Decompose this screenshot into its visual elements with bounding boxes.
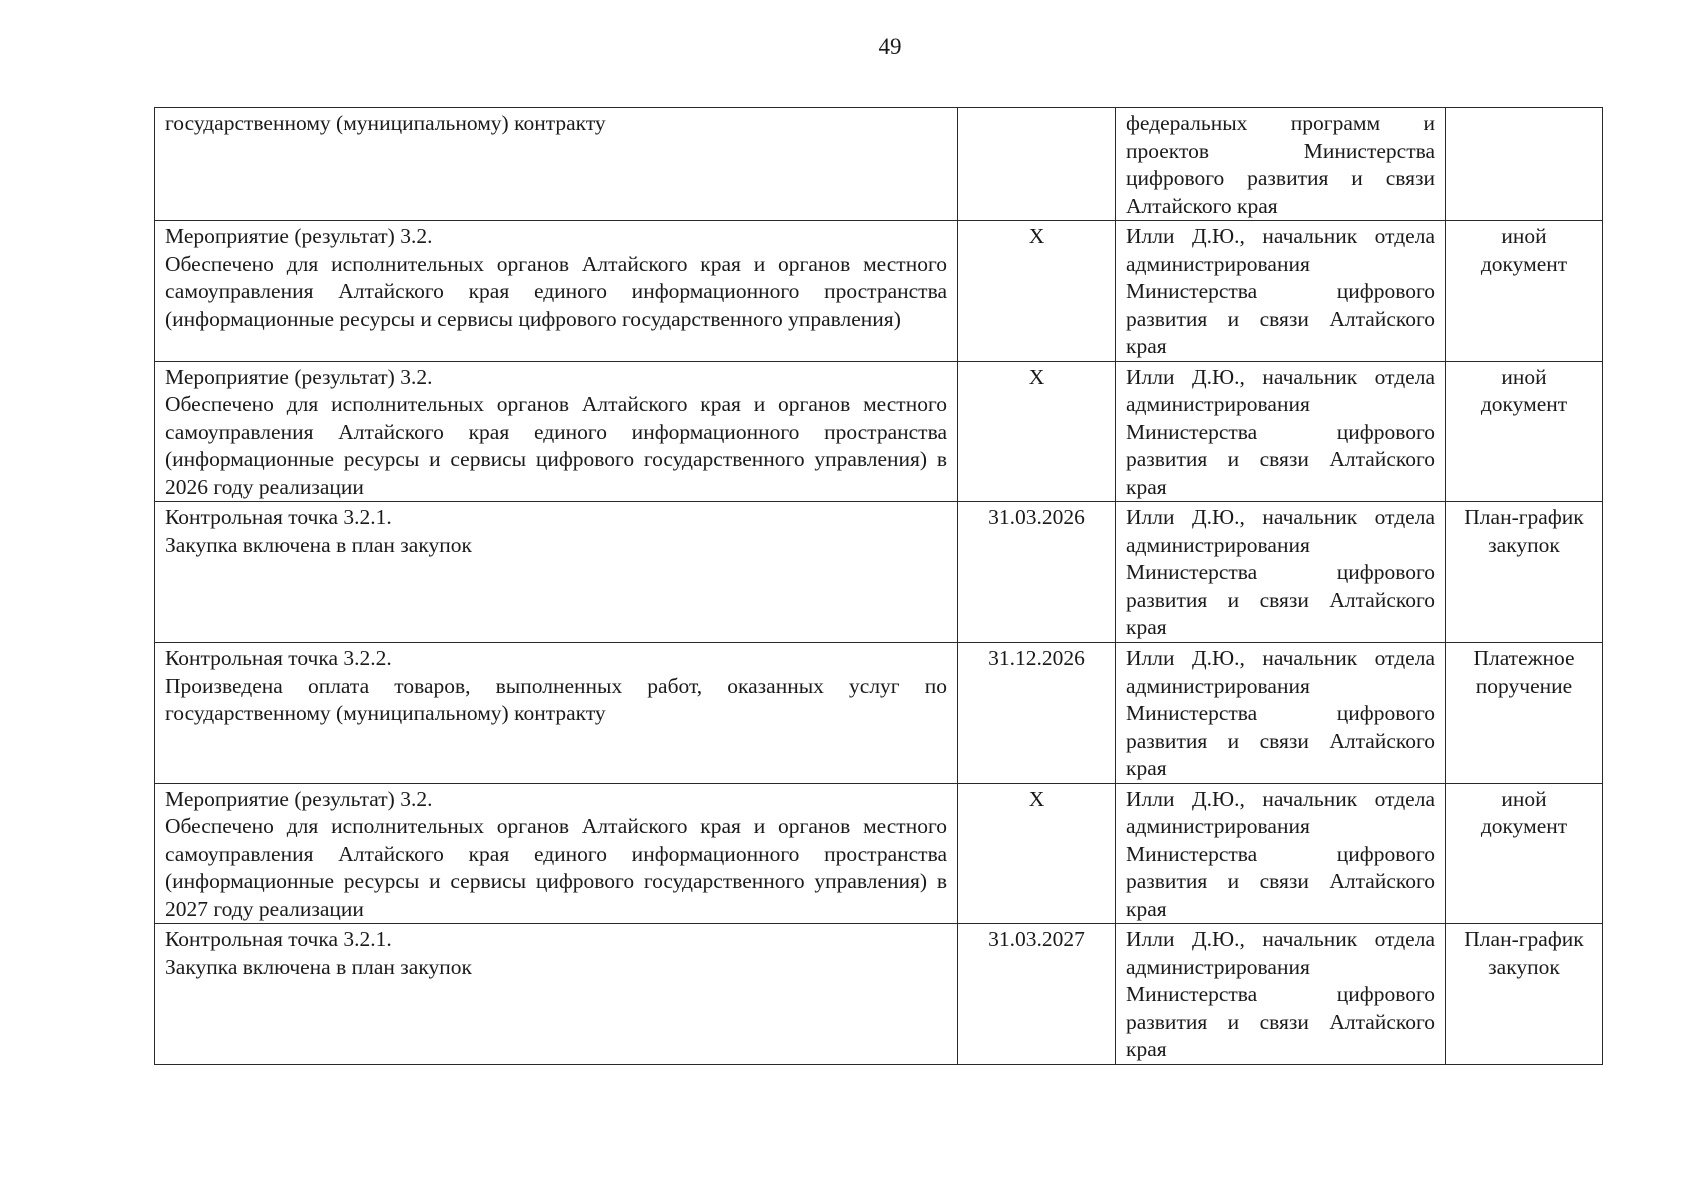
description-title: Мероприятие (результат) 3.2. (165, 224, 433, 248)
description-title: Мероприятие (результат) 3.2. (165, 364, 433, 389)
document-cell: иной документ (1446, 783, 1603, 924)
description-title: Мероприятие (результат) 3.2. (165, 786, 433, 811)
table-row (155, 108, 1603, 221)
date-cell: X (958, 361, 1116, 502)
description-cell (155, 924, 958, 1065)
responsible-cell: федеральных программ и проектов Министерства цифрового развития и связи Алтайского края (1116, 108, 1446, 221)
description-text: Обеспечено для исполнительных органов Алтайского края и органов местного самоуправления Алтайского края единого информационного пространства (информационные ресурсы и сервисы цифрового государственного управления) в 2027 году реализации (165, 814, 947, 921)
description-cell (155, 502, 958, 643)
document-cell: иной документ (1446, 221, 1603, 362)
description-text: Закупка включена в план закупок (165, 532, 472, 557)
responsible-cell: Илли Д.Ю., начальник отдела администрирования Министерства цифрового развития и связи Алтайского края (1116, 924, 1446, 1065)
description-text: Обеспечено для исполнительных органов Алтайского края и органов местного самоуправления Алтайского края единого информационного пространства (информационные ресурсы и сервисы цифрового государственного управления) в 2026 году реализации (165, 392, 947, 499)
description-cell (155, 221, 958, 362)
date-cell: 31.12.2026 (958, 643, 1116, 784)
description-cell (155, 108, 958, 221)
responsible-cell: Илли Д.Ю., начальник отдела администрирования Министерства цифрового развития и связи Алтайского края (1116, 361, 1446, 502)
table-row (155, 361, 1603, 502)
description-title: Контрольная точка 3.2.1. (165, 927, 392, 951)
description-cell (155, 643, 958, 784)
date-cell (958, 108, 1116, 221)
description-text: государственному (муниципальному) контракту (165, 111, 606, 135)
responsible-cell: Илли Д.Ю., начальник отдела администрирования Министерства цифрового развития и связи Алтайского края (1116, 783, 1446, 924)
document-cell (1446, 108, 1603, 221)
document-cell: иной документ (1446, 361, 1603, 502)
date-cell: X (958, 783, 1116, 924)
page-number: 49 (878, 34, 902, 59)
description-title: Контрольная точка 3.2.1. (165, 505, 392, 529)
table-row (155, 643, 1603, 784)
table-row (155, 924, 1603, 1065)
responsible-cell: Илли Д.Ю., начальник отдела администрирования Министерства цифрового развития и связи Алтайского края (1116, 643, 1446, 784)
description-cell (155, 361, 958, 502)
date-cell: 31.03.2026 (958, 502, 1116, 643)
document-cell: План-график закупок (1446, 924, 1603, 1065)
description-title: Контрольная точка 3.2.2. (165, 646, 392, 670)
date-cell: X (958, 221, 1116, 362)
table-row (155, 502, 1603, 643)
date-cell: 31.03.2027 (958, 924, 1116, 1065)
table-row (155, 783, 1603, 924)
table-row (155, 221, 1603, 362)
description-text: Обеспечено для исполнительных органов Алтайского края и органов местного самоуправления Алтайского края единого информационного пространства (информационные ресурсы и сервисы цифрового государственного управления) (165, 251, 947, 331)
document-cell: Платежное поручение (1446, 643, 1603, 784)
document-cell: План-график закупок (1446, 502, 1603, 643)
responsible-cell: Илли Д.Ю., начальник отдела администрирования Министерства цифрового развития и связи Алтайского края (1116, 221, 1446, 362)
responsible-cell: Илли Д.Ю., начальник отдела администрирования Министерства цифрового развития и связи Алтайского края (1116, 502, 1446, 643)
description-text: Закупка включена в план закупок (165, 954, 472, 979)
description-cell (155, 783, 958, 924)
description-text: Произведена оплата товаров, выполненных работ, оказанных услуг по государственному (муниципальному) контракту (165, 673, 947, 725)
plan-table (154, 107, 1603, 1065)
